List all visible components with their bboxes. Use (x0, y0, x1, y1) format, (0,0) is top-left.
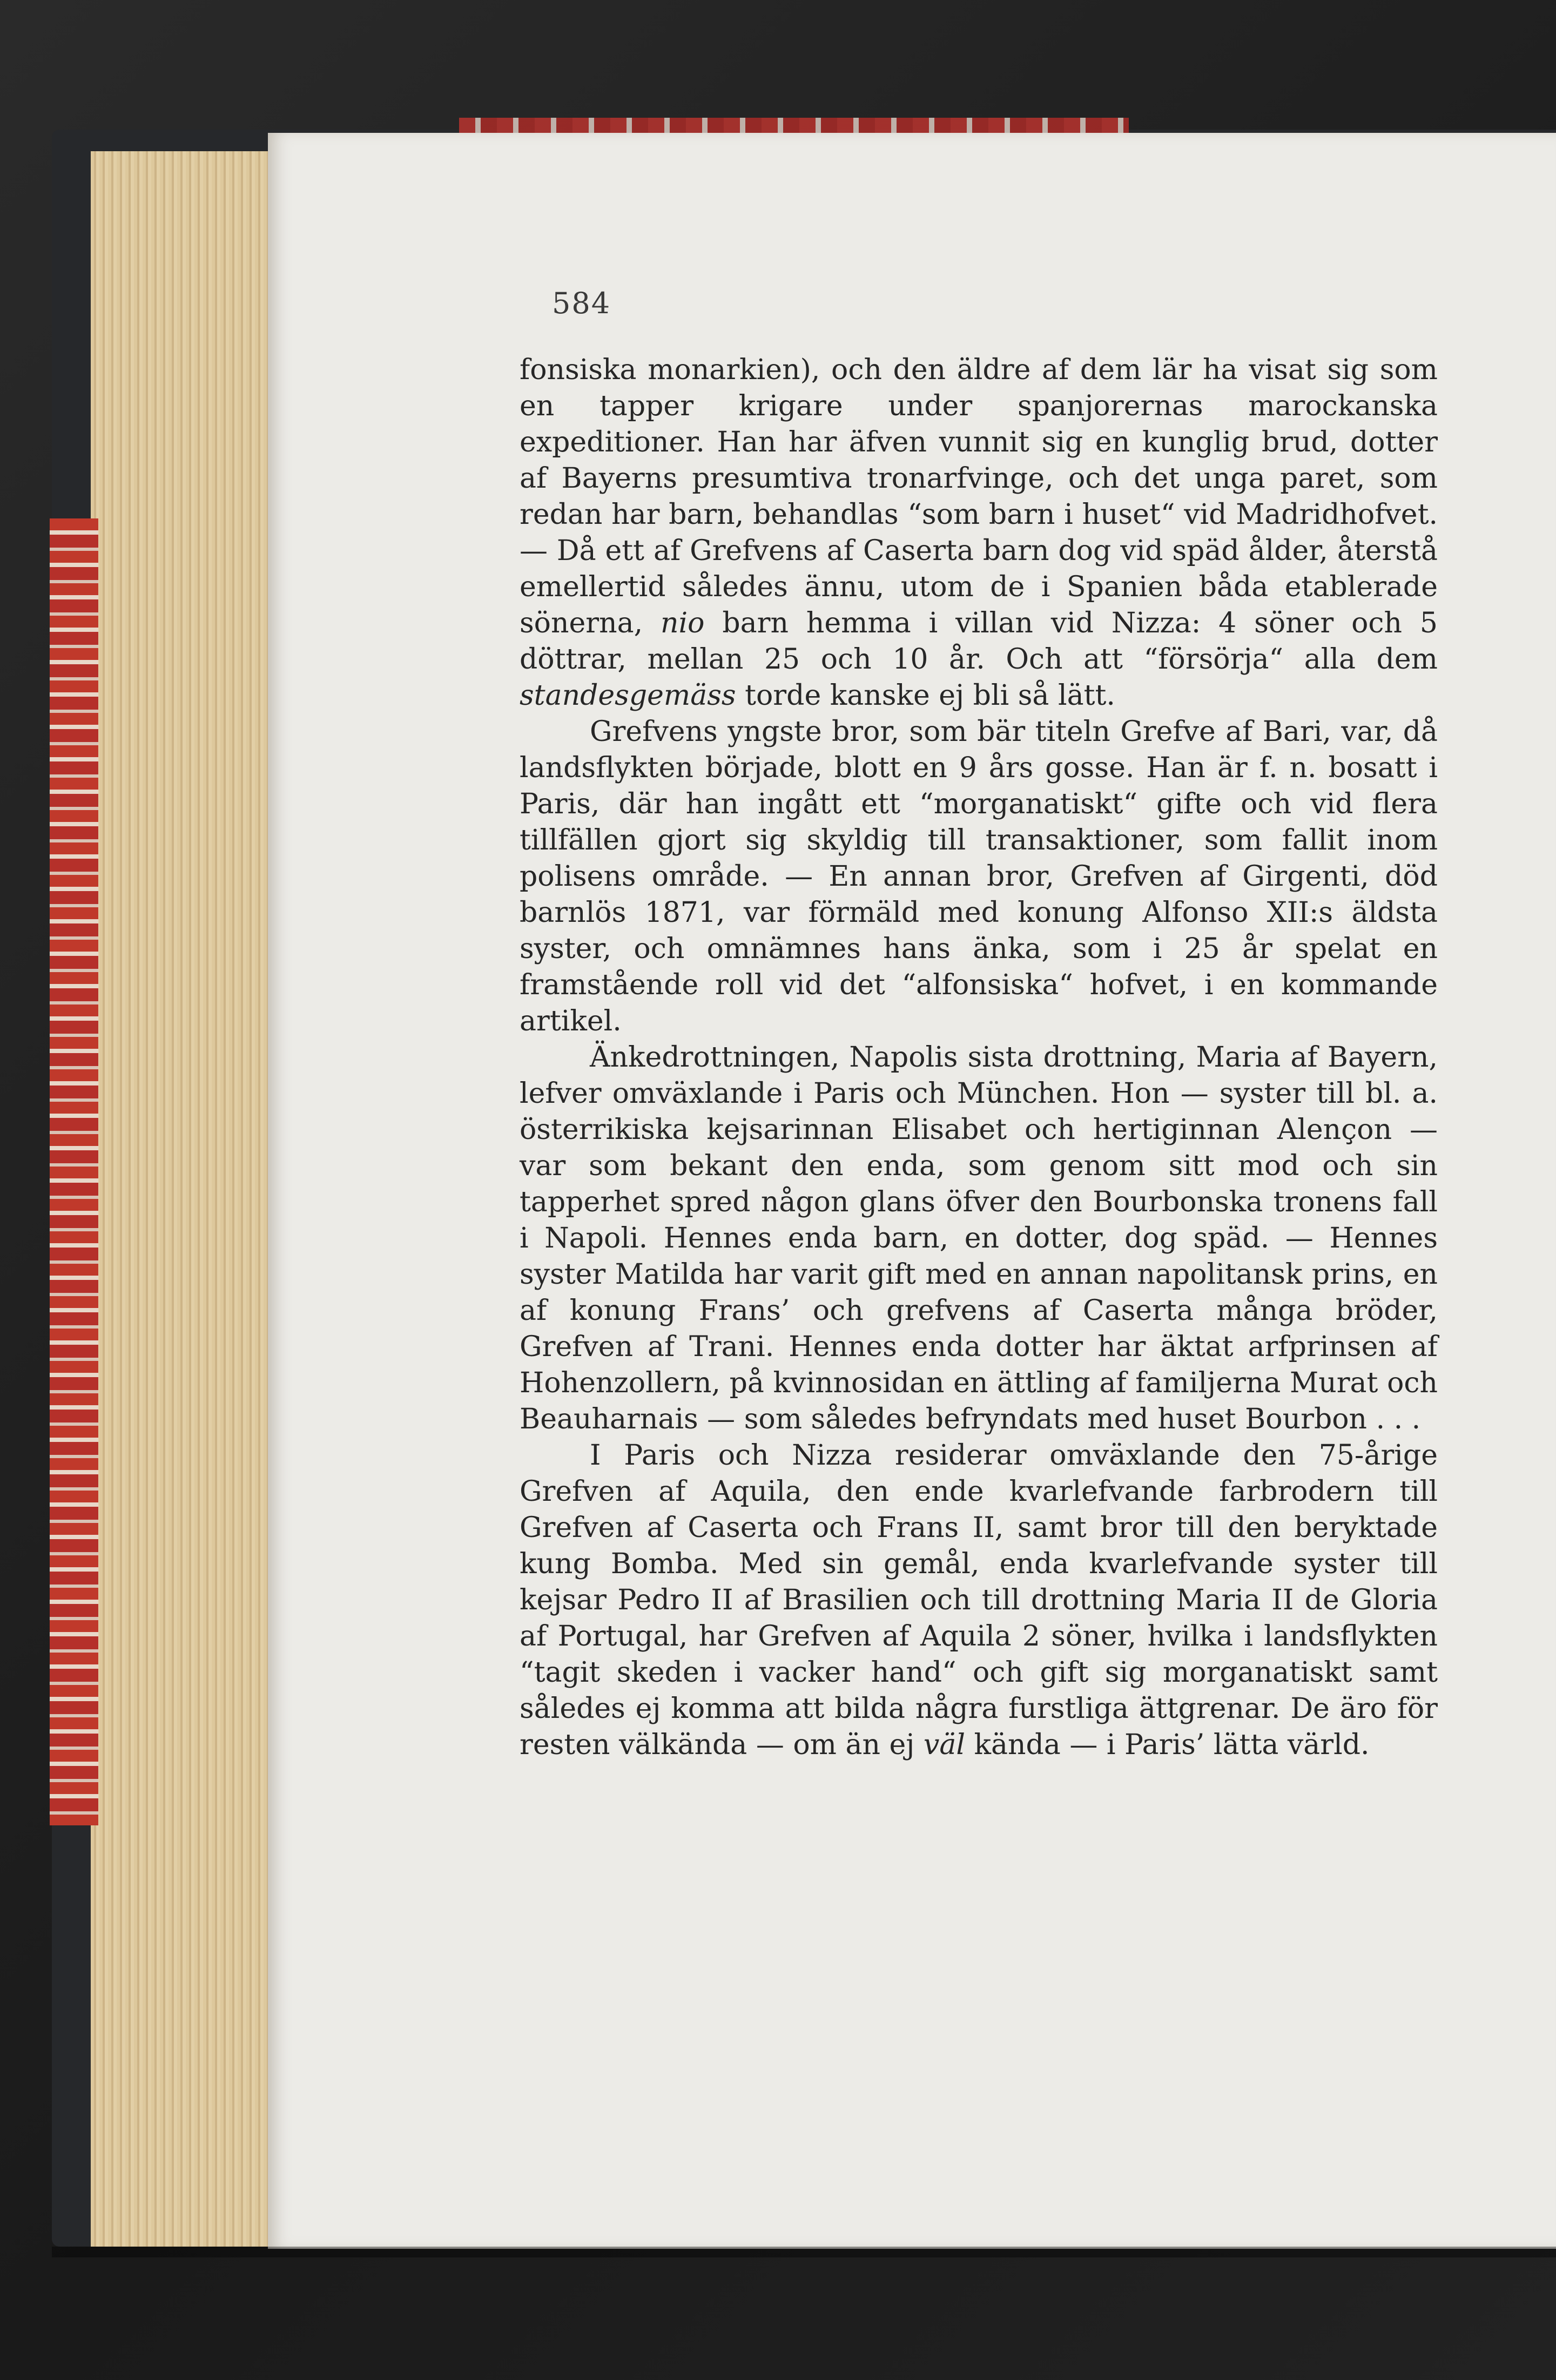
paragraph (520, 714, 1438, 1040)
body-text (520, 352, 1438, 1763)
marbled-edge (50, 518, 98, 1825)
text-run: Änkedrottningen, Napolis sista drottning, Maria af Bayern, lefver omväxlande i Paris och München. Hon — syster till bl. a. österrikiska kejsarinnan Elisabet och hertiginnan Alençon — var som bekant den enda, som genom sitt mod och sin tapperhet spred någon glans öfver den Bourbonska tronens fall i Napoli. Hennes enda barn, en dotter, dog späd. — Hennes syster Matilda har varit gift med en annan napolitansk prins, en af konung Frans’ och grefvens af Caserta många bröder, Grefven af Trani. Hennes enda dotter har äktat arfprinsen af Hohenzollern, på kvinnosidan en ättling af familjerna Murat och Beauharnais — som således befryndats med huset Bourbon . . . (520, 1041, 1438, 1435)
italic-text: standesgemäss (520, 679, 736, 712)
text-run: kända — i Paris’ lätta värld. (965, 1729, 1370, 1761)
page-number: 584 (552, 286, 611, 320)
text-run: Grefvens yngste bror, som bär titeln Grefve af Bari, var, då landsflykten började, blott en 9 års gosse. Han är f. n. bosatt i Paris, där han ingått ett “morganatiskt“ gifte och vid flera tillfällen gjort sig skyldig till transaktioner, som fallit inom polisens område. — En annan bror, Grefven af Girgenti, död barnlös 1871, var förmäld med konung Alfonso XII:s äldsta syster, och omnämnes hans änka, som i 25 år spelat en framstående roll vid det “alfonsiska“ hofvet, i en kommande artikel. (520, 716, 1438, 1037)
paragraph (520, 1040, 1438, 1438)
italic-text: nio (661, 607, 705, 639)
page-stack-edge (91, 151, 270, 2247)
text-run: I Paris och Nizza residerar omväxlande den 75-årige Grefven af Aquila, den ende kvarlefvande farbrodern till Grefven af Caserta och Frans II, samt bror till den beryktade kung Bomba. Med sin gemål, enda kvarlefvande syster till kejsar Pedro II af Brasilien och till drottning Maria II de Gloria af Portugal, har Grefven af Aquila 2 söner, hvilka i landsflykten “tagit skeden i vacker hand“ och gift sig morganatiskt samt således ej komma att bilda några furstliga ättgrenar. De äro för resten välkända — om än ej (520, 1439, 1438, 1761)
text-run: barn hemma i villan vid Nizza: 4 söner och 5 döttrar, mellan 25 och 10 år. Och att “försörja“ alla dem (520, 607, 1438, 676)
italic-text: väl (923, 1729, 965, 1761)
paragraph (520, 352, 1438, 714)
bottom-shadow (52, 2247, 1556, 2257)
text-run: fonsiska monarkien), och den äldre af dem lär ha visat sig som en tapper krigare under spanjorernas marockanska expeditioner. Han har äfven vunnit sig en kunglig brud, dotter af Bayerns presumtiva tronarfvinge, och det unga paret, som redan har barn, behandlas “som barn i huset“ vid Madridhofvet. — Då ett af Grefvens af Caserta barn dog vid späd ålder, återstå emellertid således ännu, utom de i Spanien båda etablerade sönerna, (520, 354, 1438, 639)
paragraph (520, 1438, 1438, 1763)
text-run: torde kanske ej bli så lätt. (736, 679, 1115, 712)
